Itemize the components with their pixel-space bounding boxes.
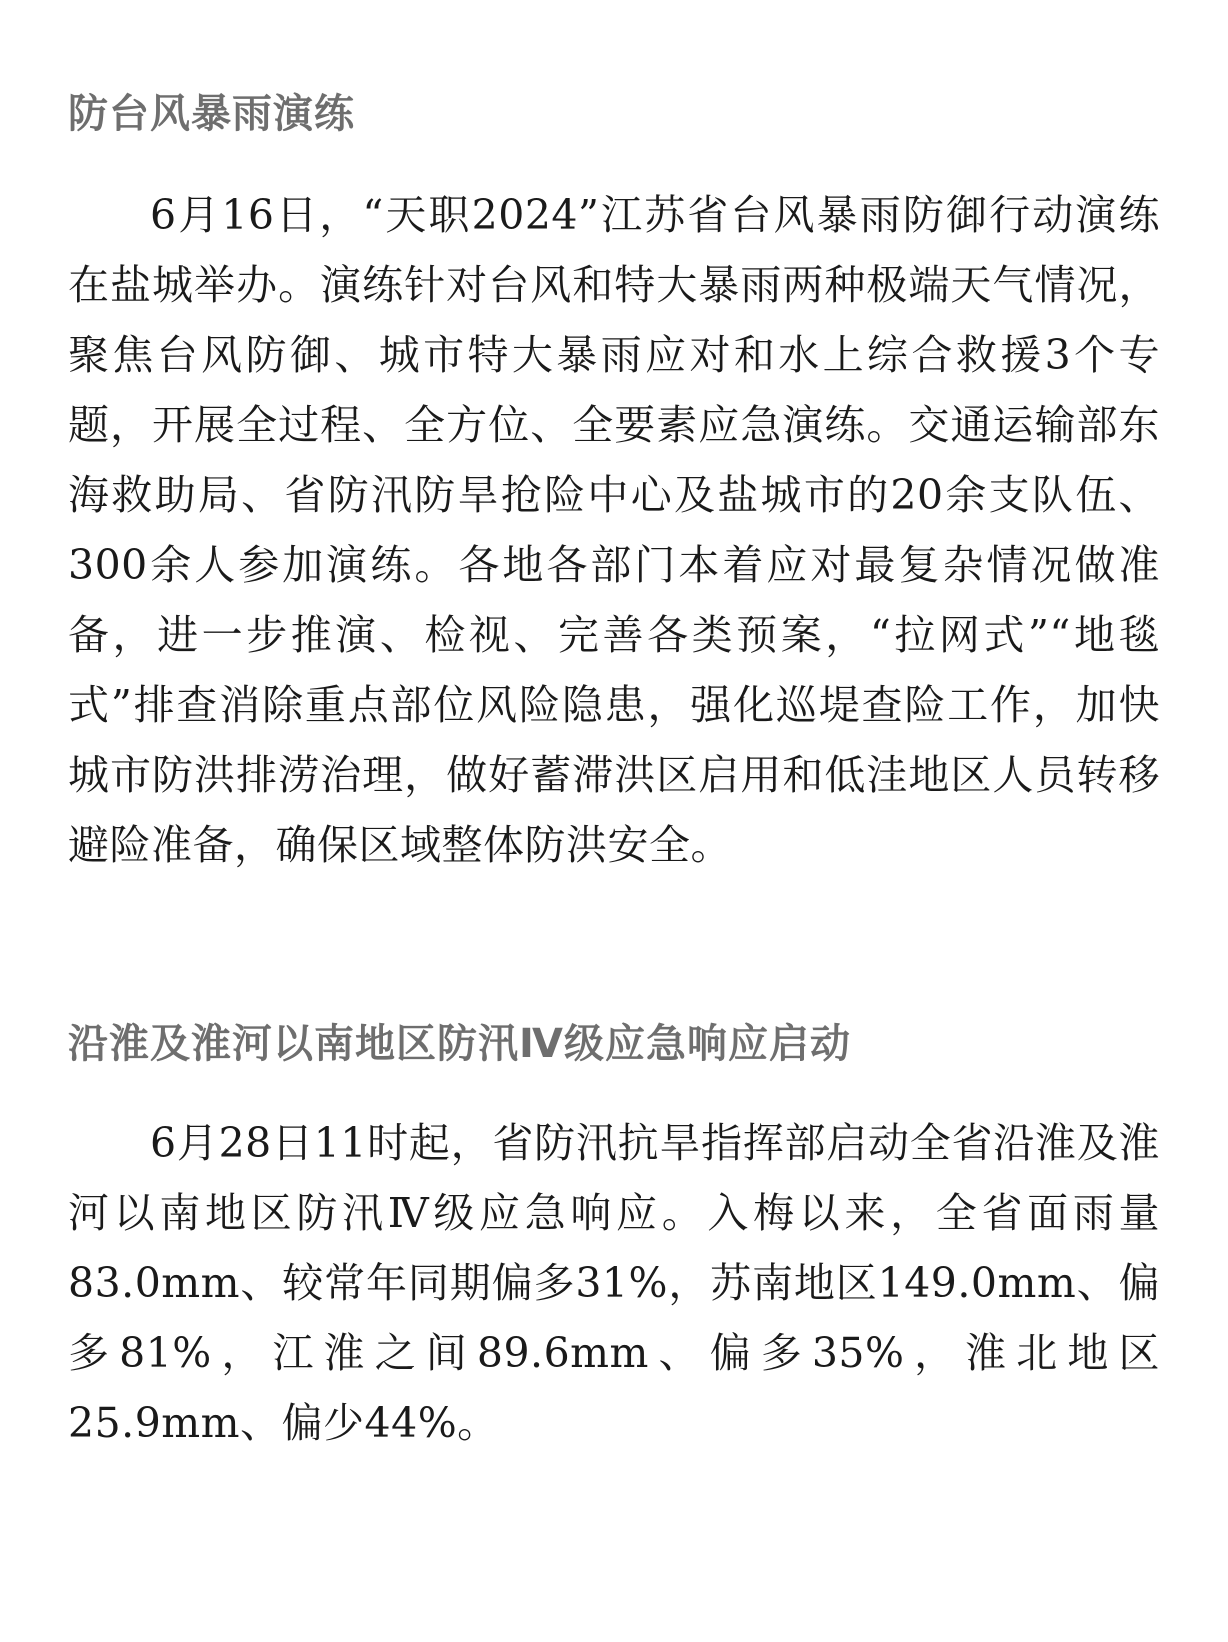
section-heading-flood-response: 沿淮及淮河以南地区防汛Ⅳ级应急响应启动 (68, 1021, 851, 1067)
section-paragraph-flood-response: 6月28日11时起，省防汛抗旱指挥部启动全省沿淮及淮河以南地区防汛Ⅳ级应急响应。入梅以来，全省面雨量83.0mm、较常年同期偏多31%，苏南地区149.0mm、偏多81%，江淮之间89.6mm、偏多35%，淮北地区25.9mm、偏少44%。 (68, 1119, 1160, 1447)
section-heading-typhoon-drill: 防台风暴雨演练 (68, 91, 355, 137)
section-paragraph-typhoon-drill: 6月16日，“天职2024”江苏省台风暴雨防御行动演练在盐城举办。演练针对台风和特大暴雨两种极端天气情况，聚焦台风防御、城市特大暴雨应对和水上综合救援3个专题，开展全过程、全方位、全要素应急演练。交通运输部东海救助局、省防汛防旱抢险中心及盐城市的20余支队伍、300余人参加演练。各地各部门本着应对最复杂情况做准备，进一步推演、检视、完善各类预案，“拉网式”“地毯式”排查消除重点部位风险隐患，强化巡堤查险工作，加快城市防洪排涝治理，做好蓄滞洪区启用和低洼地区人员转移避险准备，确保区域整体防洪安全。 (68, 191, 1160, 869)
